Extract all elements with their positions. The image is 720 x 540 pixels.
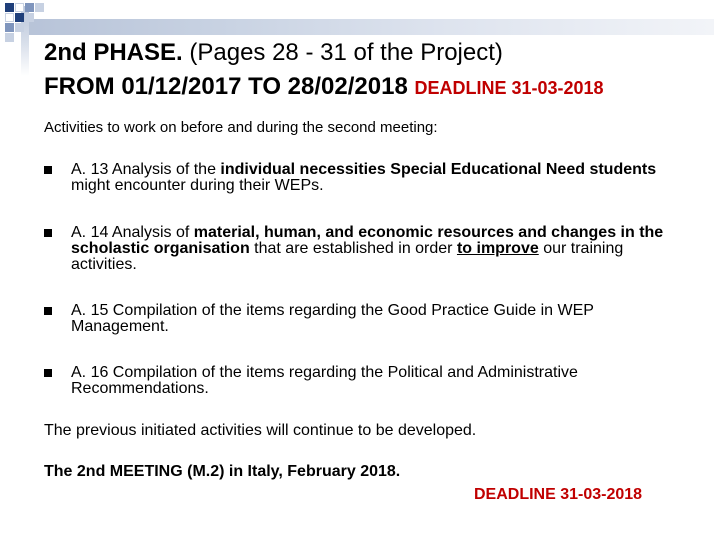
- activity-a14: [44, 225, 684, 273]
- a13-post: might encounter during their WEPs.: [71, 177, 324, 194]
- title-deadline: DEADLINE 31-03-2018: [414, 78, 604, 98]
- decor-square: [5, 13, 14, 22]
- title-bar-gradient: [24, 19, 714, 35]
- square-bullet-icon: [44, 229, 52, 237]
- a16-text: A. 16 Compilation of the items regarding the Political and Administrative Recommendations.: [71, 364, 578, 397]
- decor-square: [5, 33, 14, 42]
- a13-bold: individual necessities Special Educational Need students: [220, 161, 657, 178]
- decor-square: [25, 13, 34, 22]
- activity-a15: [44, 303, 684, 335]
- a14-bold-underline: to improve: [456, 240, 539, 257]
- intro-text: Activities to work on before and during the second meeting:: [44, 119, 438, 136]
- a14-mid: that are established in order: [249, 240, 457, 257]
- activity-a13: [44, 162, 684, 194]
- title-phase: 2nd PHASE.: [44, 39, 183, 66]
- activity-list: [44, 162, 684, 397]
- title-line-1: [44, 36, 604, 70]
- a14-pre: A. 14 Analysis of: [71, 224, 194, 241]
- title-line-2: [44, 70, 604, 105]
- decor-square: [5, 23, 14, 32]
- square-bullet-icon: [44, 166, 52, 174]
- continue-text: The previous initiated activities will continue to be developed.: [44, 422, 477, 439]
- a13-pre: A. 13 Analysis of the: [71, 161, 221, 178]
- title-pages: (Pages 28 - 31 of the Project): [189, 39, 503, 66]
- decor-square: [15, 23, 24, 32]
- meeting-info: The 2nd MEETING (M.2) in Italy, February 2018.: [44, 463, 401, 480]
- decor-square: [15, 13, 24, 22]
- square-bullet-icon: [44, 369, 52, 377]
- activity-a16: [44, 365, 684, 397]
- decor-square: [25, 3, 34, 12]
- a14-post: our training activities.: [71, 240, 624, 273]
- decor-square: [15, 3, 24, 12]
- decor-square: [35, 3, 44, 12]
- title-dates: FROM 01/12/2017 TO 28/02/2018: [44, 73, 408, 100]
- decor-square: [5, 3, 14, 12]
- footer-deadline: DEADLINE 31-03-2018: [474, 486, 643, 503]
- slide-title: [44, 36, 604, 105]
- a14-bold: material, human, and economic resources and changes in the scholastic organisation: [71, 224, 664, 257]
- square-bullet-icon: [44, 307, 52, 315]
- a15-text: A. 15 Compilation of the items regarding the Good Practice Guide in WEP Management.: [71, 302, 594, 335]
